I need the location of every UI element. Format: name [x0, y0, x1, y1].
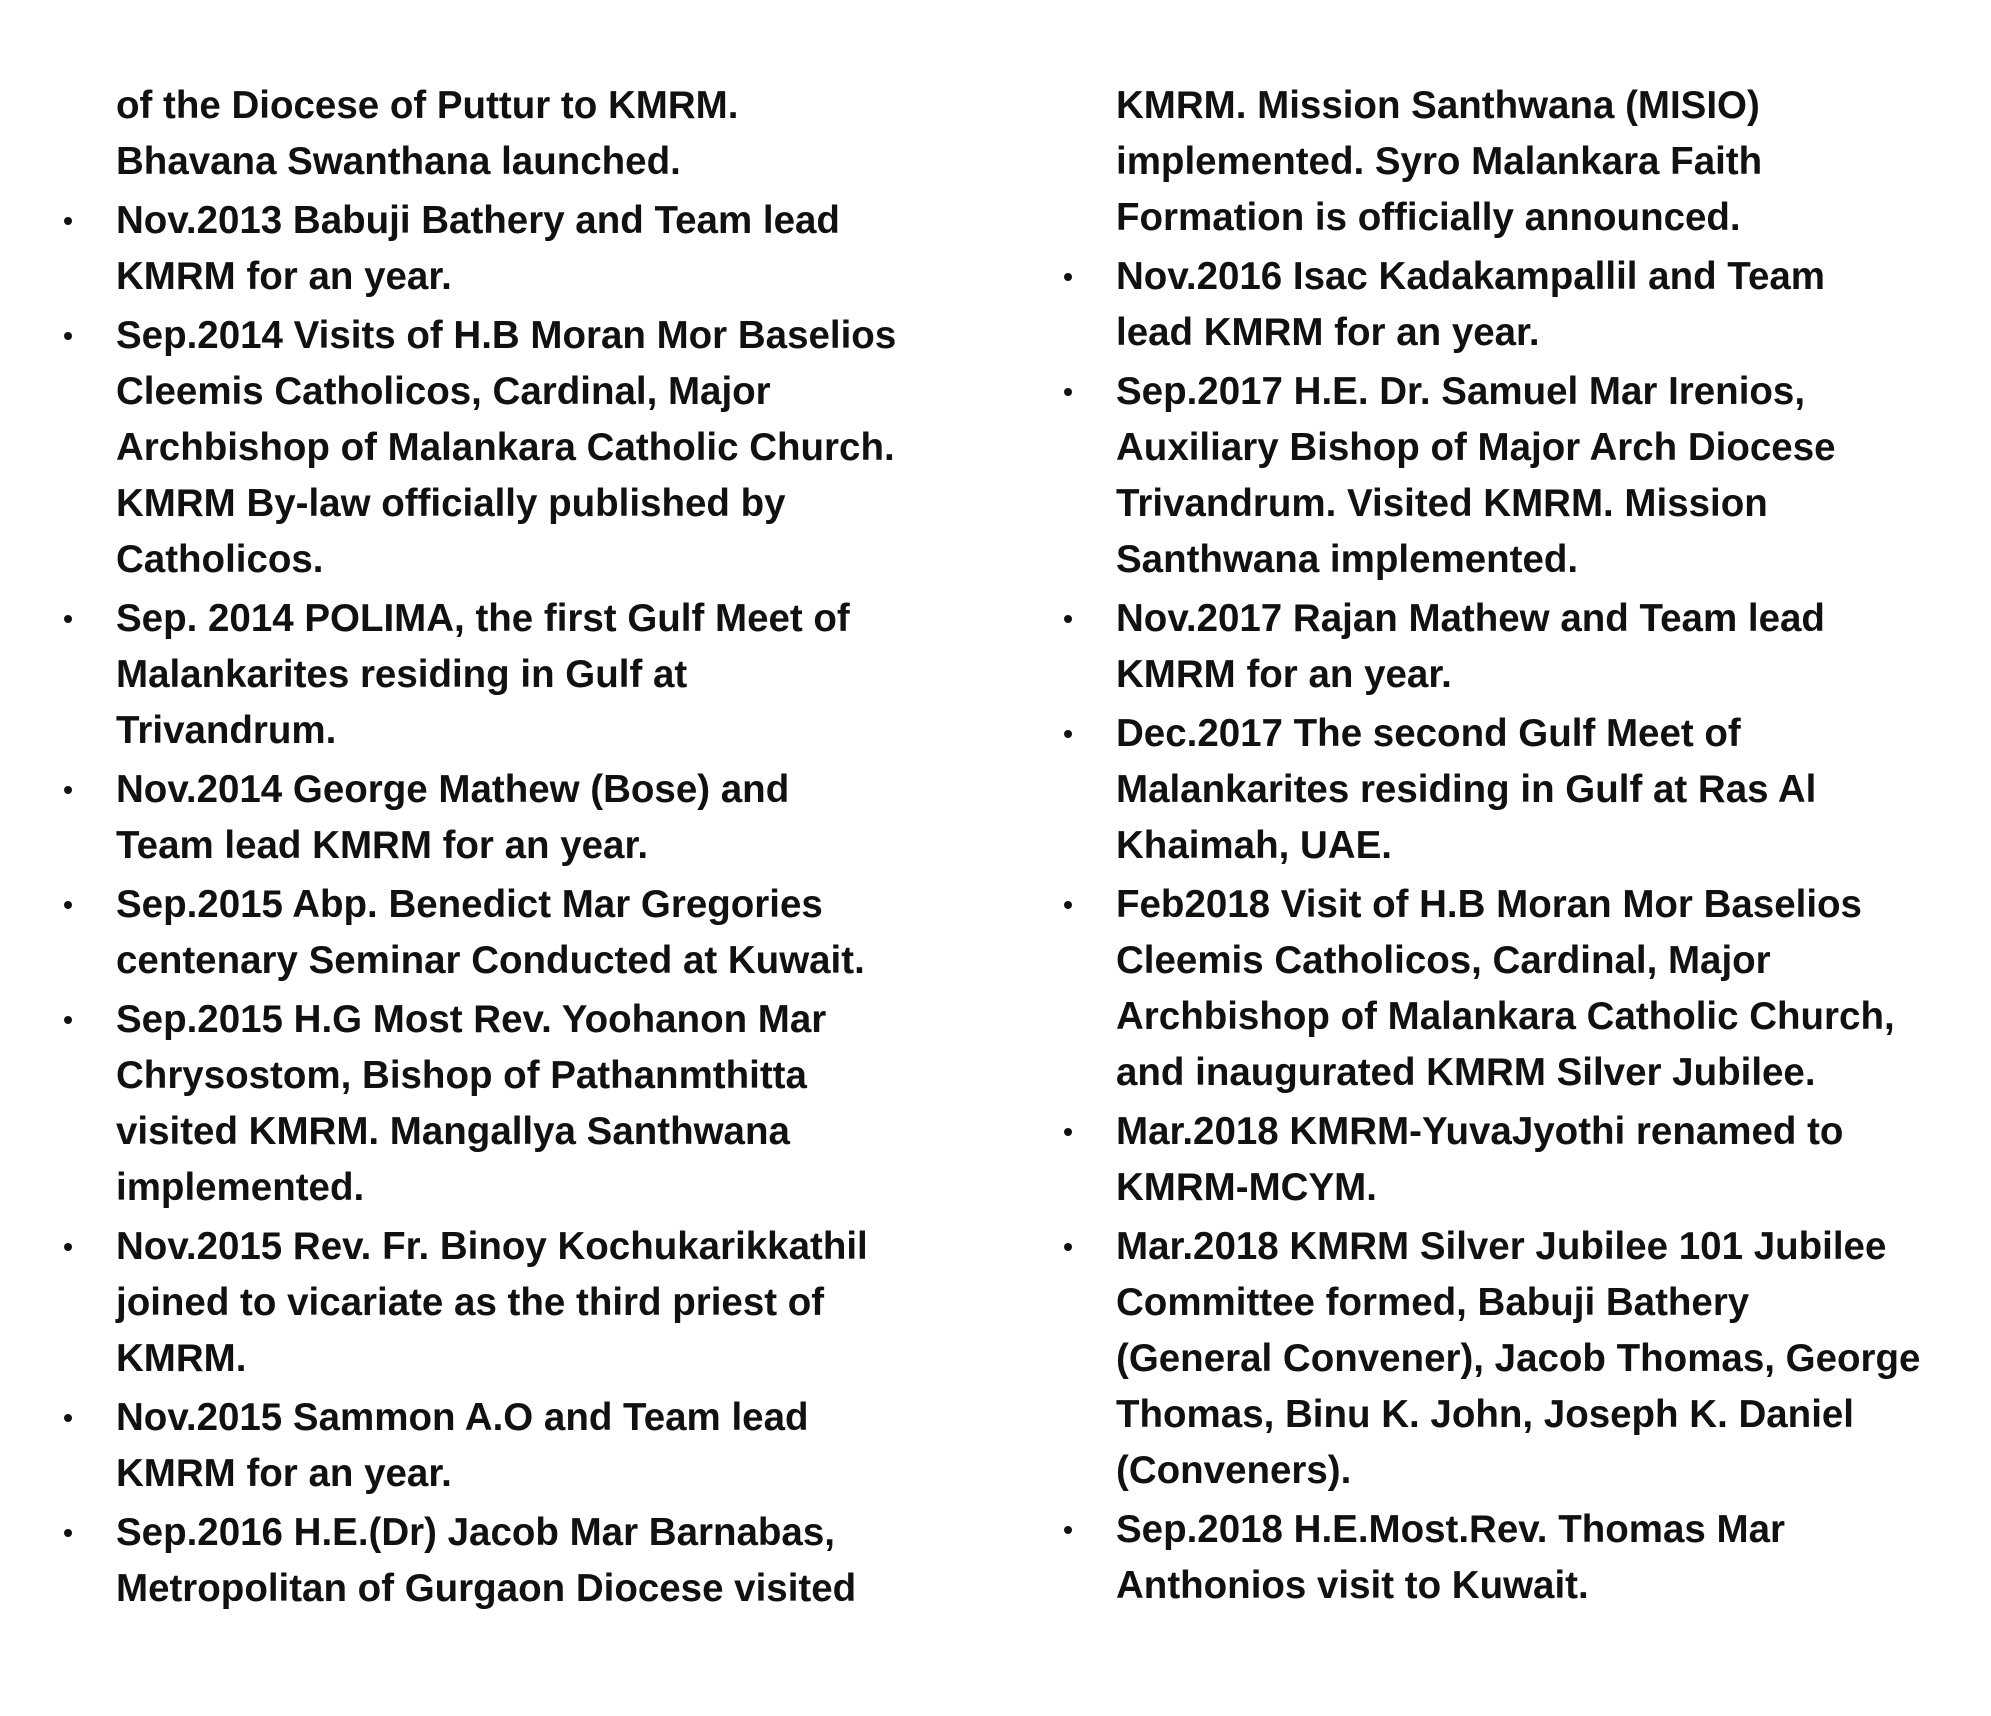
bullet-list-item — [1040, 706, 1970, 874]
text-line: Malankarites residing in Gulf at Ras Al — [1116, 768, 1817, 811]
bullet-icon: • — [63, 774, 73, 805]
text-line: Nov.2015 Rev. Fr. Binoy Kochukarikkathil — [116, 1225, 868, 1268]
text-line: Nov.2017 Rajan Mathew and Team lead — [1116, 597, 1825, 640]
bullet-list-item — [1040, 1502, 1970, 1614]
text-line: Sep.2017 H.E. Dr. Samuel Mar Irenios, — [1116, 370, 1806, 413]
text-line: Santhwana implemented. — [1116, 538, 1579, 581]
text-line: Sep.2014 Visits of H.B Moran Mor Baselios — [116, 314, 897, 357]
bullet-icon: • — [63, 889, 73, 920]
text-line: Mar.2018 KMRM-YuvaJyothi renamed to — [1116, 1110, 1844, 1153]
text-line: Sep.2018 H.E.Most.Rev. Thomas Mar — [1116, 1508, 1785, 1551]
text-line: Malankarites residing in Gulf at — [116, 653, 688, 696]
text-line: Bhavana Swanthana launched. — [116, 140, 681, 183]
text-line: centenary Seminar Conducted at Kuwait. — [116, 939, 865, 982]
left-column — [40, 78, 960, 1620]
bullet-icon: • — [63, 603, 73, 634]
bullet-list-item — [1040, 877, 1970, 1101]
continued-paragraph — [1040, 78, 1970, 246]
text-line: Archbishop of Malankara Catholic Church. — [116, 426, 895, 469]
text-line: Cleemis Catholicos, Cardinal, Major — [1116, 939, 1771, 982]
text-line: Archbishop of Malankara Catholic Church, — [1116, 995, 1895, 1038]
text-line: KMRM for an year. — [116, 1452, 452, 1495]
bullet-list-item — [40, 992, 960, 1216]
text-line: Sep.2016 H.E.(Dr) Jacob Mar Barnabas, — [116, 1511, 835, 1554]
text-line: Nov.2016 Isac Kadakampallil and Team — [1116, 255, 1826, 298]
text-line: Nov.2013 Babuji Bathery and Team lead — [116, 199, 840, 242]
bullet-list-item — [1040, 364, 1970, 588]
text-line: Team lead KMRM for an year. — [116, 824, 649, 867]
text-line: Mar.2018 KMRM Silver Jubilee 101 Jubilee — [1116, 1225, 1887, 1268]
text-line: (General Convener), Jacob Thomas, George — [1116, 1337, 1921, 1380]
text-line: of the Diocese of Puttur to KMRM. — [116, 84, 739, 127]
text-line: KMRM for an year. — [1116, 653, 1452, 696]
bullet-list-item — [40, 1219, 960, 1387]
bullet-icon: • — [63, 1004, 73, 1035]
text-line: Catholicos. — [116, 538, 324, 581]
bullet-list-item — [1040, 591, 1970, 703]
text-line: Auxiliary Bishop of Major Arch Diocese — [1116, 426, 1836, 469]
text-line: Khaimah, UAE. — [1116, 824, 1392, 867]
bullet-icon: • — [63, 1517, 73, 1548]
bullet-list-item — [40, 1390, 960, 1502]
text-line: lead KMRM for an year. — [1116, 311, 1540, 354]
text-line: implemented. Syro Malankara Faith — [1116, 140, 1763, 183]
text-line: Nov.2015 Sammon A.O and Team lead — [116, 1396, 809, 1439]
bullet-list-item — [1040, 1219, 1970, 1499]
bullet-icon: • — [1063, 1514, 1073, 1545]
text-line: Trivandrum. — [116, 709, 337, 752]
bullet-icon: • — [63, 1402, 73, 1433]
text-line: visited KMRM. Mangallya Santhwana — [116, 1110, 790, 1153]
text-line: (Conveners). — [1116, 1449, 1352, 1492]
continued-paragraph — [40, 78, 960, 190]
text-line: KMRM By-law officially published by — [116, 482, 786, 525]
text-line: implemented. — [116, 1166, 365, 1209]
bullet-list-item — [40, 193, 960, 305]
bullet-icon: • — [1063, 889, 1073, 920]
bullet-icon: • — [1063, 261, 1073, 292]
text-line: KMRM-MCYM. — [1116, 1166, 1377, 1209]
bullet-list-item — [40, 762, 960, 874]
text-line: Metropolitan of Gurgaon Diocese visited — [116, 1567, 857, 1610]
text-line: KMRM. — [116, 1337, 247, 1380]
bullet-icon: • — [63, 1231, 73, 1262]
text-line: Feb2018 Visit of H.B Moran Mor Baselios — [1116, 883, 1862, 926]
text-line: Trivandrum. Visited KMRM. Mission — [1116, 482, 1768, 525]
bullet-icon: • — [1063, 376, 1073, 407]
bullet-list-item — [40, 1505, 960, 1617]
text-line: Nov.2014 George Mathew (Bose) and — [116, 768, 790, 811]
bullet-icon: • — [1063, 1116, 1073, 1147]
bullet-icon: • — [63, 205, 73, 236]
bullet-icon: • — [1063, 1231, 1073, 1262]
bullet-icon: • — [1063, 603, 1073, 634]
text-line: KMRM for an year. — [116, 255, 452, 298]
text-line: Dec.2017 The second Gulf Meet of — [1116, 712, 1741, 755]
text-line: KMRM. Mission Santhwana (MISIO) — [1116, 84, 1760, 127]
text-line: Anthonios visit to Kuwait. — [1116, 1564, 1589, 1607]
bullet-list-item — [40, 591, 960, 759]
text-line: Committee formed, Babuji Bathery — [1116, 1281, 1750, 1324]
bullet-icon: • — [63, 320, 73, 351]
bullet-icon: • — [1063, 718, 1073, 749]
bullet-list-item — [40, 877, 960, 989]
text-line: Sep.2015 Abp. Benedict Mar Gregories — [116, 883, 823, 926]
bullet-list-item — [40, 308, 960, 588]
text-line: and inaugurated KMRM Silver Jubilee. — [1116, 1051, 1816, 1094]
text-line: Sep.2015 H.G Most Rev. Yoohanon Mar — [116, 998, 827, 1041]
bullet-list-item — [1040, 249, 1970, 361]
text-line: Formation is officially announced. — [1116, 196, 1741, 239]
right-column — [1040, 78, 1970, 1617]
text-line: Cleemis Catholicos, Cardinal, Major — [116, 370, 771, 413]
text-line: Thomas, Binu K. John, Joseph K. Daniel — [1116, 1393, 1855, 1436]
text-line: joined to vicariate as the third priest of — [116, 1281, 825, 1324]
bullet-list-item — [1040, 1104, 1970, 1216]
text-line: Sep. 2014 POLIMA, the first Gulf Meet of — [116, 597, 850, 640]
text-line: Chrysostom, Bishop of Pathanmthitta — [116, 1054, 807, 1097]
